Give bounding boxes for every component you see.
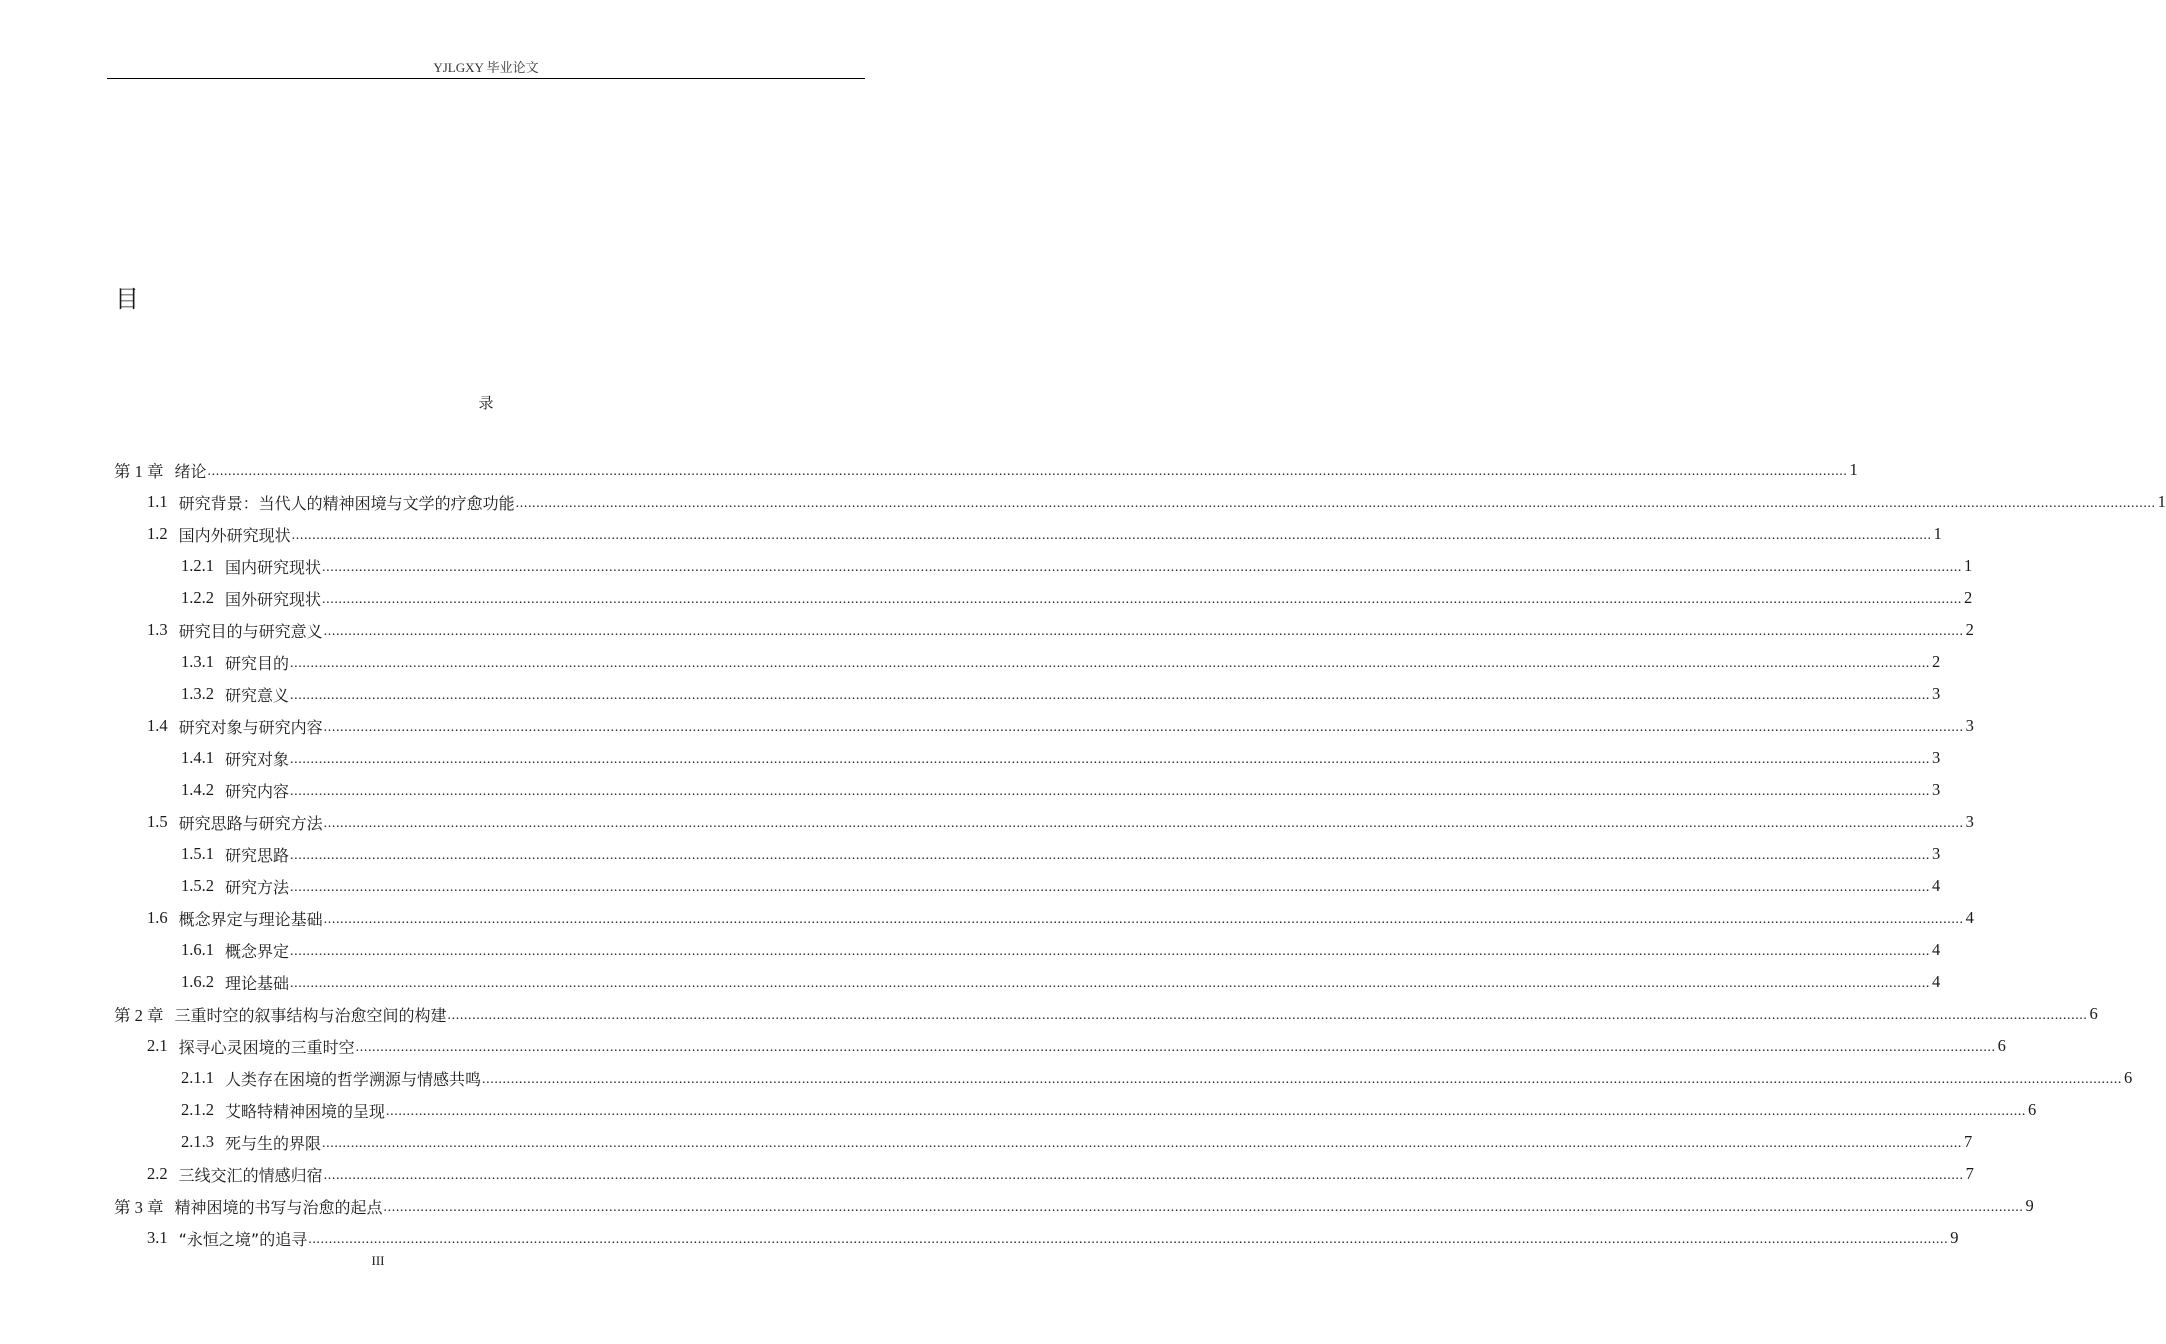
toc-entry-number: 2.1.3 [181, 1132, 214, 1151]
toc-entry-title: 研究对象 [225, 749, 290, 769]
toc-entry-title: 国内研究现状 [225, 557, 322, 577]
toc-dot-leader: ................................................................................................................................................................................................................................................................................................................................................................................................................ [207, 464, 1848, 479]
toc-entry-title: 人类存在困境的哲学溯源与情感共鸣 [225, 1069, 482, 1089]
toc-entry-number: 1.3.2 [181, 684, 214, 703]
toc-entry[interactable] [0, 838, 1941, 870]
toc-entry[interactable] [0, 486, 2166, 518]
toc-entry[interactable] [0, 806, 1974, 838]
toc-entry-title: 研究意义 [225, 685, 290, 705]
toc-entry-page: 3 [1932, 780, 1941, 799]
toc-entry-page: 2 [1964, 588, 1973, 607]
toc-dot-leader: ................................................................................................................................................................................................................................................................................................................................................................................................................ [290, 752, 1931, 767]
toc-entry-title: 研究思路 [225, 845, 290, 865]
toc-entry-page: 3 [1965, 812, 1974, 831]
toc-entry-title: 国内外研究现状 [178, 525, 291, 545]
toc-entry[interactable] [0, 678, 1941, 710]
toc-entry-number: 1.6.1 [181, 940, 214, 959]
toc-entry-title: 研究内容 [225, 781, 290, 801]
toc-entry-number: 第 2 章 [114, 1006, 164, 1025]
toc-entry-number: 2.1.2 [181, 1100, 214, 1119]
toc-dot-leader: ................................................................................................................................................................................................................................................................................................................................................................................................................ [355, 1040, 1996, 1055]
page-header: YJLGXY 毕业论文 [433, 60, 539, 75]
toc-entry-page: 6 [2124, 1068, 2133, 1087]
toc-entry[interactable] [0, 1126, 1973, 1158]
toc-entry-number: 1.1 [147, 492, 168, 511]
toc-dot-leader: ................................................................................................................................................................................................................................................................................................................................................................................................................ [515, 496, 2156, 511]
toc-entry[interactable] [0, 582, 1973, 614]
toc-entry[interactable] [0, 1222, 1959, 1254]
toc-entry-number: 第 3 章 [114, 1198, 164, 1217]
toc-entry-page: 6 [1997, 1036, 2006, 1055]
toc-dot-leader: ................................................................................................................................................................................................................................................................................................................................................................................................................ [322, 1136, 1963, 1151]
toc-entry-page: 1 [1933, 524, 1942, 543]
toc-entry-number: 1.4.1 [181, 748, 214, 767]
toc-entry-page: 1 [1849, 460, 1858, 479]
toc-entry-page: 1 [1964, 556, 1973, 575]
toc-entry-page: 7 [1964, 1132, 1973, 1151]
toc-entry-title: 绪论 [174, 461, 207, 481]
toc-entry[interactable] [0, 1030, 2006, 1062]
toc-entry[interactable] [0, 1062, 2133, 1094]
toc-entry[interactable] [0, 1190, 2034, 1222]
toc-entry-number: 1.2.1 [181, 556, 214, 575]
toc-entry-page: 4 [1932, 876, 1941, 895]
toc-entry-number: 第 1 章 [114, 462, 164, 481]
toc-entry[interactable] [0, 614, 1974, 646]
toc-dot-leader: ................................................................................................................................................................................................................................................................................................................................................................................................................ [290, 784, 1931, 799]
toc-entry-page: 4 [1965, 908, 1974, 927]
toc-entry-page: 3 [1965, 716, 1974, 735]
toc-entry[interactable] [0, 518, 1942, 550]
toc-dot-leader: ................................................................................................................................................................................................................................................................................................................................................................................................................ [290, 976, 1931, 991]
toc-entry[interactable] [0, 934, 1941, 966]
toc-dot-leader: ................................................................................................................................................................................................................................................................................................................................................................................................................ [482, 1072, 2123, 1087]
toc-entry-page: 3 [1932, 684, 1941, 703]
toc-entry-page: 7 [1965, 1164, 1974, 1183]
toc-entry-title: 研究思路与研究方法 [178, 813, 323, 833]
toc-entry-page: 3 [1932, 748, 1941, 767]
table-of-contents [0, 454, 2166, 1254]
toc-entry[interactable] [0, 742, 1941, 774]
toc-dot-leader: ................................................................................................................................................................................................................................................................................................................................................................................................................ [383, 1200, 2024, 1215]
toc-dot-leader: ................................................................................................................................................................................................................................................................................................................................................................................................................ [291, 528, 1932, 543]
toc-entry-page: 6 [2028, 1100, 2037, 1119]
toc-entry[interactable] [0, 1094, 2037, 1126]
toc-entry-page: 9 [1950, 1228, 1959, 1247]
toc-entry-number: 1.6.2 [181, 972, 214, 991]
toc-entry-page: 6 [2089, 1004, 2098, 1023]
toc-entry[interactable] [0, 998, 2098, 1030]
toc-entry[interactable] [0, 902, 1974, 934]
toc-entry-number: 1.5.2 [181, 876, 214, 895]
toc-dot-leader: ................................................................................................................................................................................................................................................................................................................................................................................................................ [323, 1168, 1964, 1183]
toc-entry-title: 研究目的 [225, 653, 290, 673]
toc-entry[interactable] [0, 774, 1941, 806]
toc-entry-title: 精神困境的书写与治愈的起点 [174, 1197, 383, 1217]
toc-entry-title: 概念界定 [225, 941, 290, 961]
toc-entry-page: 1 [2157, 492, 2166, 511]
toc-entry[interactable] [0, 1158, 1974, 1190]
toc-dot-leader: ................................................................................................................................................................................................................................................................................................................................................................................................................ [290, 848, 1931, 863]
toc-dot-leader: ................................................................................................................................................................................................................................................................................................................................................................................................................ [290, 880, 1931, 895]
toc-entry-title: 研究对象与研究内容 [178, 717, 323, 737]
toc-entry-title: 艾略特精神困境的呈现 [225, 1101, 386, 1121]
toc-dot-leader: ................................................................................................................................................................................................................................................................................................................................................................................................................ [386, 1104, 2027, 1119]
toc-entry-number: 1.2 [147, 524, 168, 543]
toc-entry-page: 2 [1932, 652, 1941, 671]
toc-dot-leader: ................................................................................................................................................................................................................................................................................................................................................................................................................ [290, 688, 1931, 703]
toc-entry-title: 国外研究现状 [225, 589, 322, 609]
toc-entry-page: 4 [1932, 940, 1941, 959]
toc-entry[interactable] [0, 966, 1941, 998]
toc-heading-char-1: 目 [115, 285, 139, 313]
toc-entry-title: 概念界定与理论基础 [178, 909, 323, 929]
toc-entry-number: 1.4.2 [181, 780, 214, 799]
toc-entry-page: 3 [1932, 844, 1941, 863]
toc-dot-leader: ................................................................................................................................................................................................................................................................................................................................................................................................................ [447, 1008, 2088, 1023]
toc-dot-leader: ................................................................................................................................................................................................................................................................................................................................................................................................................ [322, 592, 1963, 607]
toc-entry-number: 1.2.2 [181, 588, 214, 607]
toc-entry-number: 1.6 [147, 908, 168, 927]
toc-entry[interactable] [0, 710, 1974, 742]
toc-dot-leader: ................................................................................................................................................................................................................................................................................................................................................................................................................ [323, 912, 1964, 927]
toc-entry-number: 1.4 [147, 716, 168, 735]
toc-entry[interactable] [0, 646, 1941, 678]
page-number: III [371, 1253, 385, 1268]
toc-dot-leader: ................................................................................................................................................................................................................................................................................................................................................................................................................ [322, 560, 1963, 575]
toc-entry-number: 3.1 [147, 1228, 168, 1247]
toc-entry-title: 研究方法 [225, 877, 290, 897]
toc-entry-number: 1.3.1 [181, 652, 214, 671]
toc-entry[interactable] [0, 550, 1973, 582]
toc-dot-leader: ................................................................................................................................................................................................................................................................................................................................................................................................................ [323, 720, 1964, 735]
toc-entry-title: 探寻心灵困境的三重时空 [178, 1037, 355, 1057]
toc-entry-number: 1.5.1 [181, 844, 214, 863]
toc-entry-number: 2.1.1 [181, 1068, 214, 1087]
toc-entry-page: 2 [1965, 620, 1974, 639]
toc-entry-page: 4 [1932, 972, 1941, 991]
header-rule [107, 78, 865, 79]
toc-dot-leader: ................................................................................................................................................................................................................................................................................................................................................................................................................ [323, 816, 1964, 831]
toc-entry-number: 2.2 [147, 1164, 168, 1183]
toc-entry-title: 三重时空的叙事结构与治愈空间的构建 [174, 1005, 447, 1025]
toc-dot-leader: ................................................................................................................................................................................................................................................................................................................................................................................................................ [323, 624, 1964, 639]
toc-entry-title: 研究背景：当代人的精神困境与文学的疗愈功能 [178, 493, 515, 513]
toc-dot-leader: ................................................................................................................................................................................................................................................................................................................................................................................................................ [290, 656, 1931, 671]
toc-entry-title: 理论基础 [225, 973, 290, 993]
toc-entry[interactable] [0, 870, 1941, 902]
toc-entry[interactable] [0, 454, 1858, 486]
toc-entry-number: 1.5 [147, 812, 168, 831]
toc-entry-page: 9 [2025, 1196, 2034, 1215]
toc-entry-number: 2.1 [147, 1036, 168, 1055]
toc-dot-leader: ................................................................................................................................................................................................................................................................................................................................................................................................................ [308, 1232, 1949, 1247]
toc-dot-leader: ................................................................................................................................................................................................................................................................................................................................................................................................................ [290, 944, 1931, 959]
toc-entry-title: 死与生的界限 [225, 1133, 322, 1153]
toc-entry-title: “永恒之境”的追寻 [178, 1229, 308, 1249]
toc-heading-char-2: 录 [478, 394, 494, 412]
toc-entry-title: 三线交汇的情感归宿 [178, 1165, 323, 1185]
toc-entry-number: 1.3 [147, 620, 168, 639]
toc-entry-title: 研究目的与研究意义 [178, 621, 323, 641]
